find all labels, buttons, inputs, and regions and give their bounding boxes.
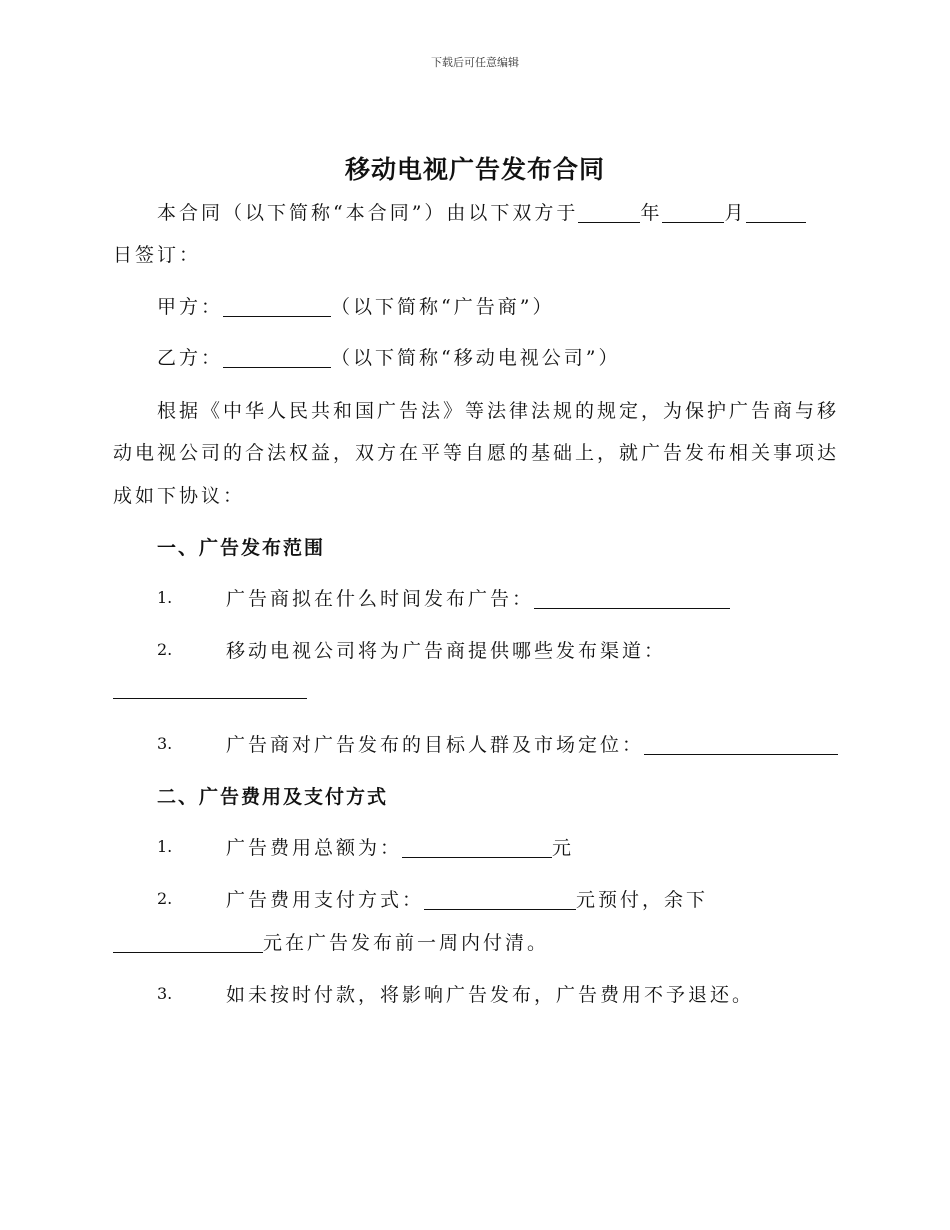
s1-item-2-blank[interactable] — [113, 697, 307, 699]
s2-item-2-cont — [113, 928, 549, 955]
party-b-line — [157, 343, 620, 370]
s2-item-2-blank-1[interactable] — [424, 889, 576, 910]
s2-item-1-blank[interactable] — [402, 837, 552, 858]
s2-item-1-unit: 元 — [552, 837, 575, 859]
document-title: 移动电视广告发布合同 — [344, 155, 605, 184]
s1-item-3-blank[interactable] — [644, 734, 838, 755]
preamble-line-1: 根据《中华人民共和国广告法》等法律法规的规定，为保护广告商与移 — [157, 400, 840, 422]
s2-item-3-number: 3. — [157, 984, 173, 1003]
s2-item-1-number: 1. — [157, 837, 173, 856]
s2-item-2-after: 元预付，余下 — [576, 889, 709, 911]
section-1-heading: 一、广告发布范围 — [157, 537, 326, 559]
s1-item-2-number: 2. — [157, 640, 173, 659]
party-a-line — [157, 292, 554, 319]
intro-line-2: 日签订： — [113, 244, 202, 266]
party-b-blank[interactable] — [223, 347, 331, 368]
party-a-suffix: （以下简称“广告商”） — [331, 296, 555, 318]
s1-item-3-text: 广告商对广告发布的目标人群及市场定位： — [226, 734, 645, 756]
month-label: 月 — [724, 202, 747, 224]
party-a-label: 甲方： — [157, 296, 224, 318]
s1-item-2-text: 移动电视公司将为广告商提供哪些发布渠道： — [226, 640, 667, 662]
s2-item-2-text: 广告费用支付方式： — [226, 889, 425, 911]
intro-line-1 — [157, 198, 806, 225]
preamble-line-3: 成如下协议： — [113, 485, 246, 507]
s2-item-3-text: 如未按时付款，将影响广告发布，广告费用不予退还。 — [226, 984, 755, 1006]
intro-text: 本合同（以下简称“本合同”）由以下双方于 — [157, 202, 579, 224]
header-note: 下载后可任意编辑 — [431, 56, 519, 69]
preamble-line-2: 动电视公司的合法权益，双方在平等自愿的基础上，就广告发布相关事项达 — [113, 442, 840, 464]
s2-item-2-number: 2. — [157, 889, 173, 908]
party-a-blank[interactable] — [223, 296, 331, 317]
s2-item-2 — [226, 885, 708, 912]
s1-item-1-blank[interactable] — [534, 588, 730, 609]
s2-item-2-blank-2[interactable] — [113, 932, 263, 953]
s1-item-1-text: 广告商拟在什么时间发布广告： — [226, 588, 535, 610]
s1-item-1-number: 1. — [157, 588, 173, 607]
s2-item-1-text: 广告费用总额为： — [226, 837, 403, 859]
s2-item-2-cont-text: 元在广告发布前一周内付清。 — [263, 932, 550, 954]
s2-item-1 — [226, 833, 574, 860]
party-b-label: 乙方： — [157, 347, 224, 369]
section-2-heading: 二、广告费用及支付方式 — [157, 786, 389, 808]
s1-item-1 — [226, 584, 730, 611]
date-blank-day[interactable] — [746, 202, 806, 223]
s1-item-3 — [226, 730, 838, 757]
date-blank-year[interactable] — [578, 202, 640, 223]
party-b-suffix: （以下简称“移动电视公司”） — [331, 347, 621, 369]
date-blank-month[interactable] — [662, 202, 724, 223]
year-label: 年 — [640, 202, 663, 224]
s1-item-3-number: 3. — [157, 734, 173, 753]
